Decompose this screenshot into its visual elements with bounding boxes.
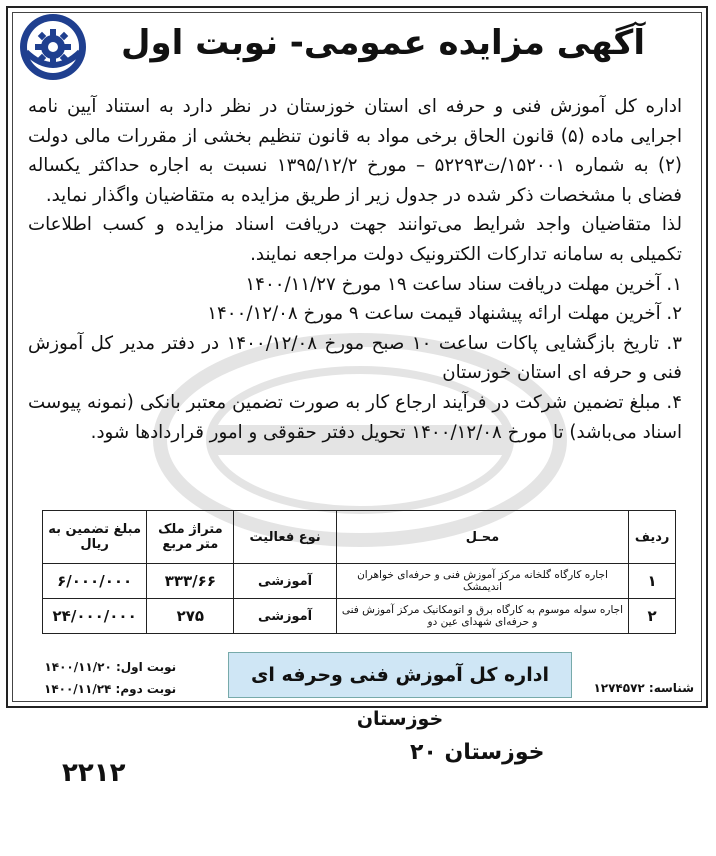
notice-body — [28, 92, 682, 447]
intro-paragraph: اداره کل آموزش فنی و حرفه ای استان خوزستان در نظر دارد به استناد آیین نامه اجرایی ماده (۵) قانون الحاق برخی مواد به قانون تنظیم بخشی از مقررات مالی دولت (۲) به شماره ۱۵۲۰۰۱/ت۵۲۲۹۳ – مورخ ۱۳۹۵/۱۲/۲ نسبت به اجاره حداکثر یکساله فضای با مشخصات ذکر شده در جدول زیر از طریق مزایده به متقاضیان واگذار نماید. — [28, 96, 682, 206]
auction-table — [42, 510, 676, 634]
organization-banner: اداره کل آموزش فنی وحرفه ای خوزستان — [228, 652, 572, 698]
table-header-row — [43, 511, 676, 564]
publication-code: ۲۲۱۲ — [62, 758, 126, 788]
row-place: اجاره سوله موسوم به کارگاه برق و اتومکانیک مرکز آموزش فنی و حرفه‌ای شهدای عین دو — [336, 599, 628, 634]
first-round-date: نوبت اول: ۱۴۰۰/۱۱/۲۰ — [44, 660, 177, 674]
row-guarantee: ۲۴/۰۰۰/۰۰۰ — [43, 599, 147, 634]
row-number: ۲ — [629, 599, 676, 634]
notice-id: شناسه: ۱۲۷۴۵۷۲ — [593, 681, 694, 695]
notice-title: آگهی مزایده عمومی- نوبت اول — [121, 23, 645, 63]
row-activity-type: آموزشی — [234, 599, 336, 634]
condition-item-2: ۲. آخرین مهلت ارائه پیشنهاد قیمت ساعت ۹ مورخ ۱۴۰۰/۱۲/۰۸ — [207, 303, 682, 325]
table-row — [43, 564, 676, 599]
header-row-number: ردیف — [629, 511, 676, 564]
row-guarantee: ۶/۰۰۰/۰۰۰ — [43, 564, 147, 599]
header-place: محـل — [336, 511, 628, 564]
condition-item-3: ۳. تاریخ بازگشایی پاکات ساعت ۱۰ صبح مورخ ۱۴۰۰/۱۲/۰۸ در دفتر مدیر کل آموزش فنی و حرفه ای استان خوزستان — [28, 332, 682, 384]
row-number: ۱ — [629, 564, 676, 599]
publication-dates — [44, 656, 176, 700]
header-activity-type: نوع فعالیت — [234, 511, 336, 564]
tvto-logo-icon — [18, 12, 88, 82]
condition-item-1: ۱. آخرین مهلت دریافت سناد ساعت ۱۹ مورخ ۱۴۰۰/۱۱/۲۷ — [245, 273, 682, 295]
publication-city-label: خوزستان ۲۰ — [410, 740, 545, 765]
header-area: متراژ ملک متر مربع — [147, 511, 234, 564]
table-row — [43, 599, 676, 634]
row-activity-type: آموزشی — [234, 564, 336, 599]
condition-item-4: ۴. مبلغ تضمین شرکت در فرآیند ارجاع کار به صورت تضمین معتبر بانکی (نمونه پیوست اسناد می‌باشد) تا مورخ ۱۴۰۰/۱۲/۰۸ تحویل دفتر حقوقی و امور قراردادها شود. — [28, 391, 682, 443]
row-area: ۳۳۳/۶۶ — [147, 564, 234, 599]
header-guarantee: مبلغ تضمین به ریال — [43, 511, 147, 564]
second-round-date: نوبت دوم: ۱۴۰۰/۱۱/۲۴ — [44, 682, 177, 696]
row-place: اجاره کارگاه گلخانه مرکز آموزش فنی و حرفه‌ای خواهران اندیمشک — [336, 564, 628, 599]
note-paragraph: لذا متقاضیان واجد شرایط می‌توانند جهت دریافت اسناد مزایده و کسب اطلاعات تکمیلی به سامانه تدارکات الکترونیک دولت مراجعه نمایند. — [28, 214, 682, 265]
row-area: ۲۷۵ — [147, 599, 234, 634]
